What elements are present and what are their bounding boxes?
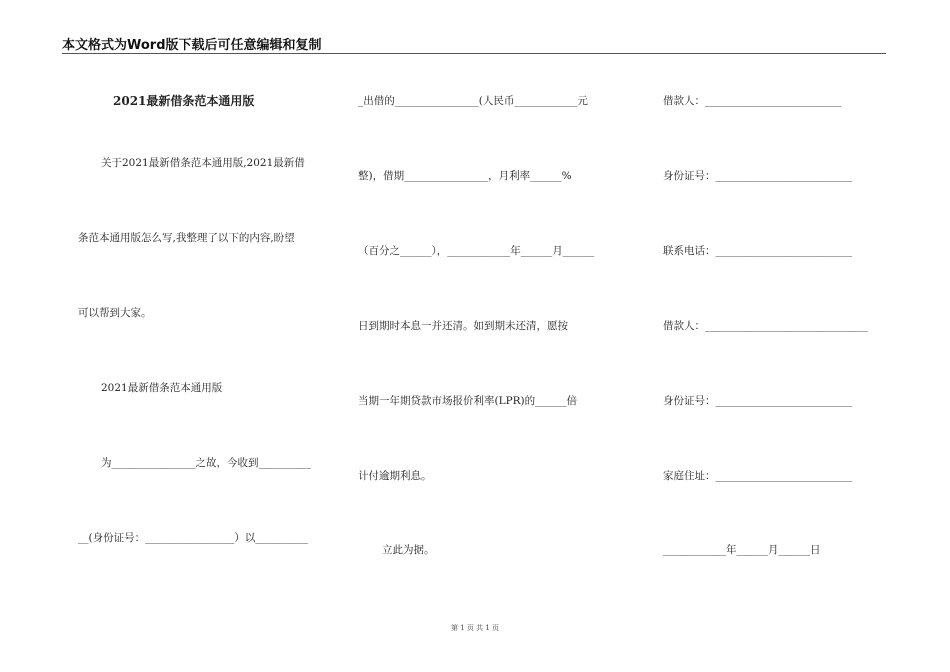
body-line-7: 当期一年期贷款市场报价利率(LPR)的______倍 [358, 395, 578, 407]
borrower-field-2: 借款人：_______________________________ [663, 320, 868, 332]
closing-statement: 立此为据。 [382, 544, 435, 556]
intro-line-3: 可以帮到大家。 [78, 307, 152, 319]
body-line-6: 日到期时本息一并还清。如到期未还清，愿按 [358, 320, 568, 332]
body-line-4: 整)，借期________________，月利率______% [358, 170, 572, 182]
id-number-field-2: 身份证号：__________________________ [663, 395, 852, 407]
body-line-1: 为________________之故，今收到__________ [101, 457, 311, 469]
id-number-field: 身份证号：__________________________ [663, 170, 852, 182]
document-header: 本文格式为Word版下载后可任意编辑和复制 [62, 34, 886, 54]
section-heading: 2021最新借条范本通用版 [101, 382, 223, 394]
body-line-8: 计付逾期利息。 [358, 470, 432, 482]
address-field: 家庭住址：__________________________ [663, 470, 852, 482]
intro-line-2: 条范本通用版怎么写,我整理了以下的内容,盼望 [78, 232, 295, 244]
body-line-5: （百分之______），____________年______月______ [358, 245, 595, 257]
intro-line-1: 关于2021最新借条范本通用版,2021最新借 [101, 157, 305, 169]
date-field: ____________年______月______日 [663, 544, 821, 556]
phone-field: 联系电话：__________________________ [663, 245, 852, 257]
borrower-field: 借款人：__________________________ [663, 95, 842, 107]
document-title: 2021最新借条范本通用版 [113, 94, 255, 108]
page-number: 第 1 页 共 1 页 [450, 624, 500, 632]
body-line-2: __(身份证号：_________________）以__________ [78, 532, 308, 544]
body-line-3: _出借的________________(人民币____________元 [358, 95, 588, 107]
